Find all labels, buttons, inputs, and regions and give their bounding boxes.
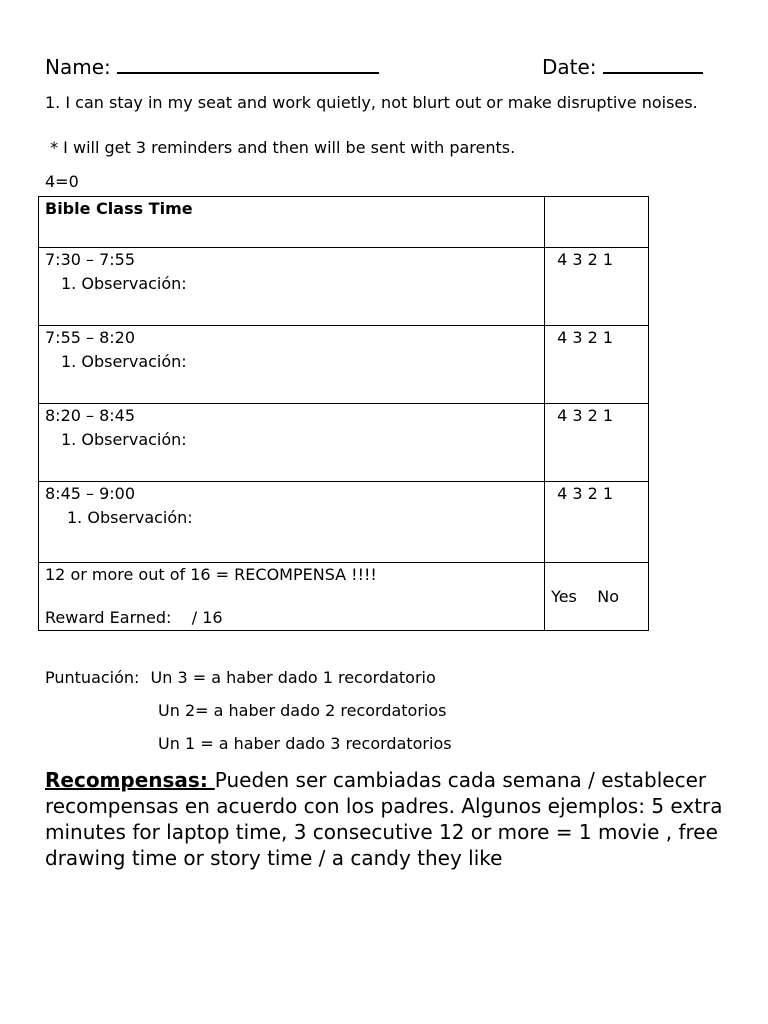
table-row (39, 326, 649, 404)
name-blank-line[interactable] (117, 52, 379, 74)
observation-label: 1. Observación: (61, 430, 187, 449)
rewards-paragraph (45, 767, 735, 871)
observation-label: 1. Observación: (67, 508, 193, 527)
time-slot-cell (39, 482, 545, 563)
scoring-line: Un 3 = a haber dado 1 recordatorio (150, 668, 436, 687)
score-cell[interactable] (545, 248, 649, 326)
score-cell[interactable] (545, 326, 649, 404)
rewards-text: Pueden ser cambiadas cada semana / establecer recompensas en acuerdo con los padres. Algunos ejemplos: 5 extra minutes for laptop time, 3 consecutive 12 or more = 1 movie , free drawing time or story time / a candy they like (45, 768, 723, 870)
score-options[interactable]: 4 3 2 1 (557, 406, 614, 425)
table-header-row (39, 197, 649, 248)
time-slot-cell (39, 326, 545, 404)
table-footer-row (39, 563, 649, 631)
score-cell[interactable] (545, 404, 649, 482)
rule-note: * I will get 3 reminders and then will be sent with parents. (45, 138, 516, 157)
table-title-cell (39, 197, 545, 248)
scoring-line: Un 1 = a haber dado 3 recordatorios (158, 734, 452, 753)
scoring-line: Un 2= a haber dado 2 recordatorios (158, 701, 447, 720)
date-blank-line[interactable] (603, 52, 703, 74)
scoring-legend-first (45, 667, 436, 689)
table-title: Bible Class Time (45, 199, 193, 218)
scoring-label: Puntuación: (45, 668, 140, 687)
time-slot: 8:20 – 8:45 (45, 406, 136, 425)
rule-statement: 1. I can stay in my seat and work quietly, not blurt out or make disruptive noises. (45, 93, 698, 112)
time-slot: 7:55 – 8:20 (45, 328, 136, 347)
time-slot: 7:30 – 7:55 (45, 250, 136, 269)
table-header-empty-cell (545, 197, 649, 248)
time-slot-cell (39, 404, 545, 482)
yes-no-options[interactable]: Yes No (551, 586, 619, 606)
name-header (45, 52, 379, 80)
table-row (39, 404, 649, 482)
table-row (39, 482, 649, 563)
scale-note: 4=0 (45, 172, 79, 191)
date-label: Date: (542, 55, 597, 79)
time-slot: 8:45 – 9:00 (45, 484, 136, 503)
score-cell[interactable] (545, 482, 649, 563)
score-options[interactable]: 4 3 2 1 (557, 328, 614, 347)
yes-no-cell[interactable] (545, 563, 649, 631)
reward-summary-cell (39, 563, 545, 631)
name-label: Name: (45, 55, 111, 79)
observation-label: 1. Observación: (61, 274, 187, 293)
date-header (542, 52, 703, 80)
reward-earned[interactable]: Reward Earned: / 16 (45, 608, 223, 627)
score-options[interactable]: 4 3 2 1 (557, 250, 614, 269)
observation-label: 1. Observación: (61, 352, 187, 371)
time-slot-cell (39, 248, 545, 326)
behavior-chart-table (38, 196, 649, 631)
table-row (39, 248, 649, 326)
score-options[interactable]: 4 3 2 1 (557, 484, 614, 503)
rewards-label: Recompensas: (45, 768, 215, 792)
reward-goal: 12 or more out of 16 = RECOMPENSA !!!! (45, 565, 377, 584)
